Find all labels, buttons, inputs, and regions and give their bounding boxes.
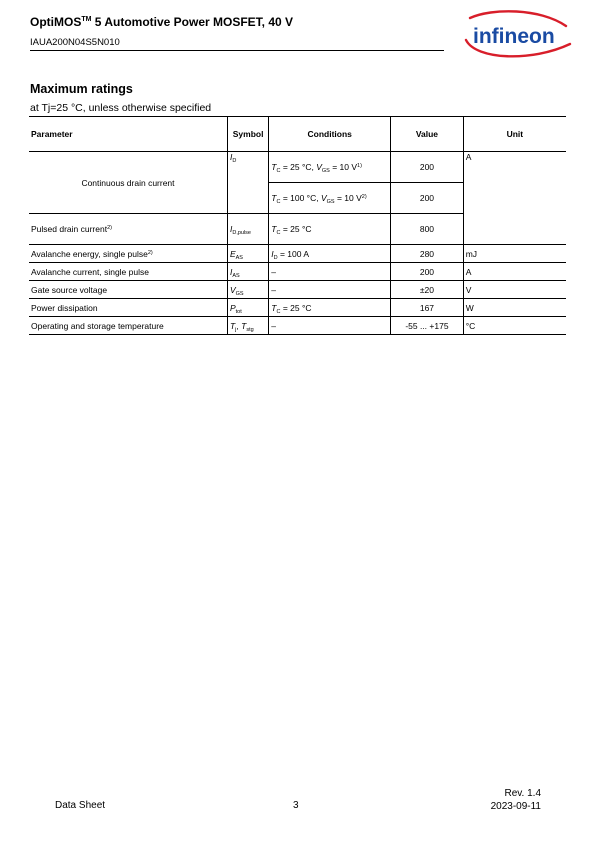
param-avalanche-energy: Avalanche energy, single pulse$^{2)}$	[29, 245, 227, 263]
condition-power: $T_C = 25$ °C	[269, 299, 391, 317]
param-avalanche-current: Avalanche current, single pulse	[29, 263, 227, 281]
condition-pulsed: $T_C = 25$ °C	[269, 214, 391, 245]
unit-drain-current: A	[463, 152, 566, 245]
header-rule	[30, 50, 444, 51]
part-number: IAUA200N04S5N010	[30, 37, 120, 48]
svg-text:infineon: infineon	[473, 25, 555, 48]
table-header-row	[29, 117, 566, 152]
value-avalanche-current: 200	[391, 263, 464, 281]
table-row	[29, 317, 566, 335]
symbol-id: $I_D$	[227, 152, 268, 214]
footer-doc-type: Data Sheet	[55, 800, 106, 811]
footer-date: 2023-09-11	[490, 801, 541, 812]
symbol-eas: $E_{AS}$	[227, 245, 268, 263]
table-row	[29, 299, 566, 317]
infineon-logo	[462, 10, 574, 60]
value-gate-source: ±20	[391, 281, 464, 299]
footer-page-number: 3	[293, 800, 299, 811]
table-row	[29, 281, 566, 299]
header-unit: Unit	[463, 117, 566, 152]
footer-revision: Rev. 1.4	[504, 788, 541, 799]
value-cont-drain-100: 200	[391, 183, 464, 214]
table-row	[29, 263, 566, 281]
header-parameter: Parameter	[29, 117, 227, 152]
symbol-tj-tstg: $T_j$, $T_{stg}$	[227, 317, 268, 335]
document-title: OptiMOS™ 5 Automotive Power MOSFET, 40 V	[30, 15, 294, 29]
param-temperature: Operating and storage temperature	[29, 317, 227, 335]
symbol-ptot: $P_{tot}$	[227, 299, 268, 317]
symbol-vgs: $V_{GS}$	[227, 281, 268, 299]
symbol-id-pulse: $I_{D,pulse}$	[227, 214, 268, 245]
symbol-ias: $I_{AS}$	[227, 263, 268, 281]
section-title: Maximum ratings	[30, 82, 133, 96]
param-power-dissipation: Power dissipation	[29, 299, 227, 317]
param-gate-source-voltage: Gate source voltage	[29, 281, 227, 299]
section-subtitle: at Tj=25 °C, unless otherwise specified	[30, 102, 212, 114]
condition-temperature: –	[269, 317, 391, 335]
unit-avalanche-current: A	[463, 263, 566, 281]
header-conditions: Conditions	[269, 117, 391, 152]
condition-tc100-vgs10: $T_C = 100$ °C, $V_{GS} = 10$ $V^{2)}$	[269, 183, 391, 214]
condition-tc25-vgs10: $T_C = 25$ °C, $V_{GS} = 10$ $V^{1)}$	[269, 152, 391, 183]
value-pulsed: 800	[391, 214, 464, 245]
unit-power: W	[463, 299, 566, 317]
value-power: 167	[391, 299, 464, 317]
unit-gate-source: V	[463, 281, 566, 299]
value-avalanche-energy: 280	[391, 245, 464, 263]
table-row	[29, 152, 566, 183]
condition-avalanche-current: –	[269, 263, 391, 281]
value-cont-drain-25: 200	[391, 152, 464, 183]
param-pulsed-drain-current: Pulsed drain current$^{2)}$	[29, 214, 227, 245]
param-continuous-drain-current: Continuous drain current	[29, 152, 227, 214]
header-symbol: Symbol	[227, 117, 268, 152]
condition-avalanche-energy: $I_D = 100$ A	[269, 245, 391, 263]
value-temperature: -55 ... +175	[391, 317, 464, 335]
unit-temperature: °C	[463, 317, 566, 335]
table-row	[29, 245, 566, 263]
condition-gate-source: –	[269, 281, 391, 299]
unit-avalanche-energy: mJ	[463, 245, 566, 263]
header-value: Value	[391, 117, 464, 152]
maximum-ratings-table	[29, 116, 566, 335]
trademark-mark: TM	[81, 16, 92, 23]
